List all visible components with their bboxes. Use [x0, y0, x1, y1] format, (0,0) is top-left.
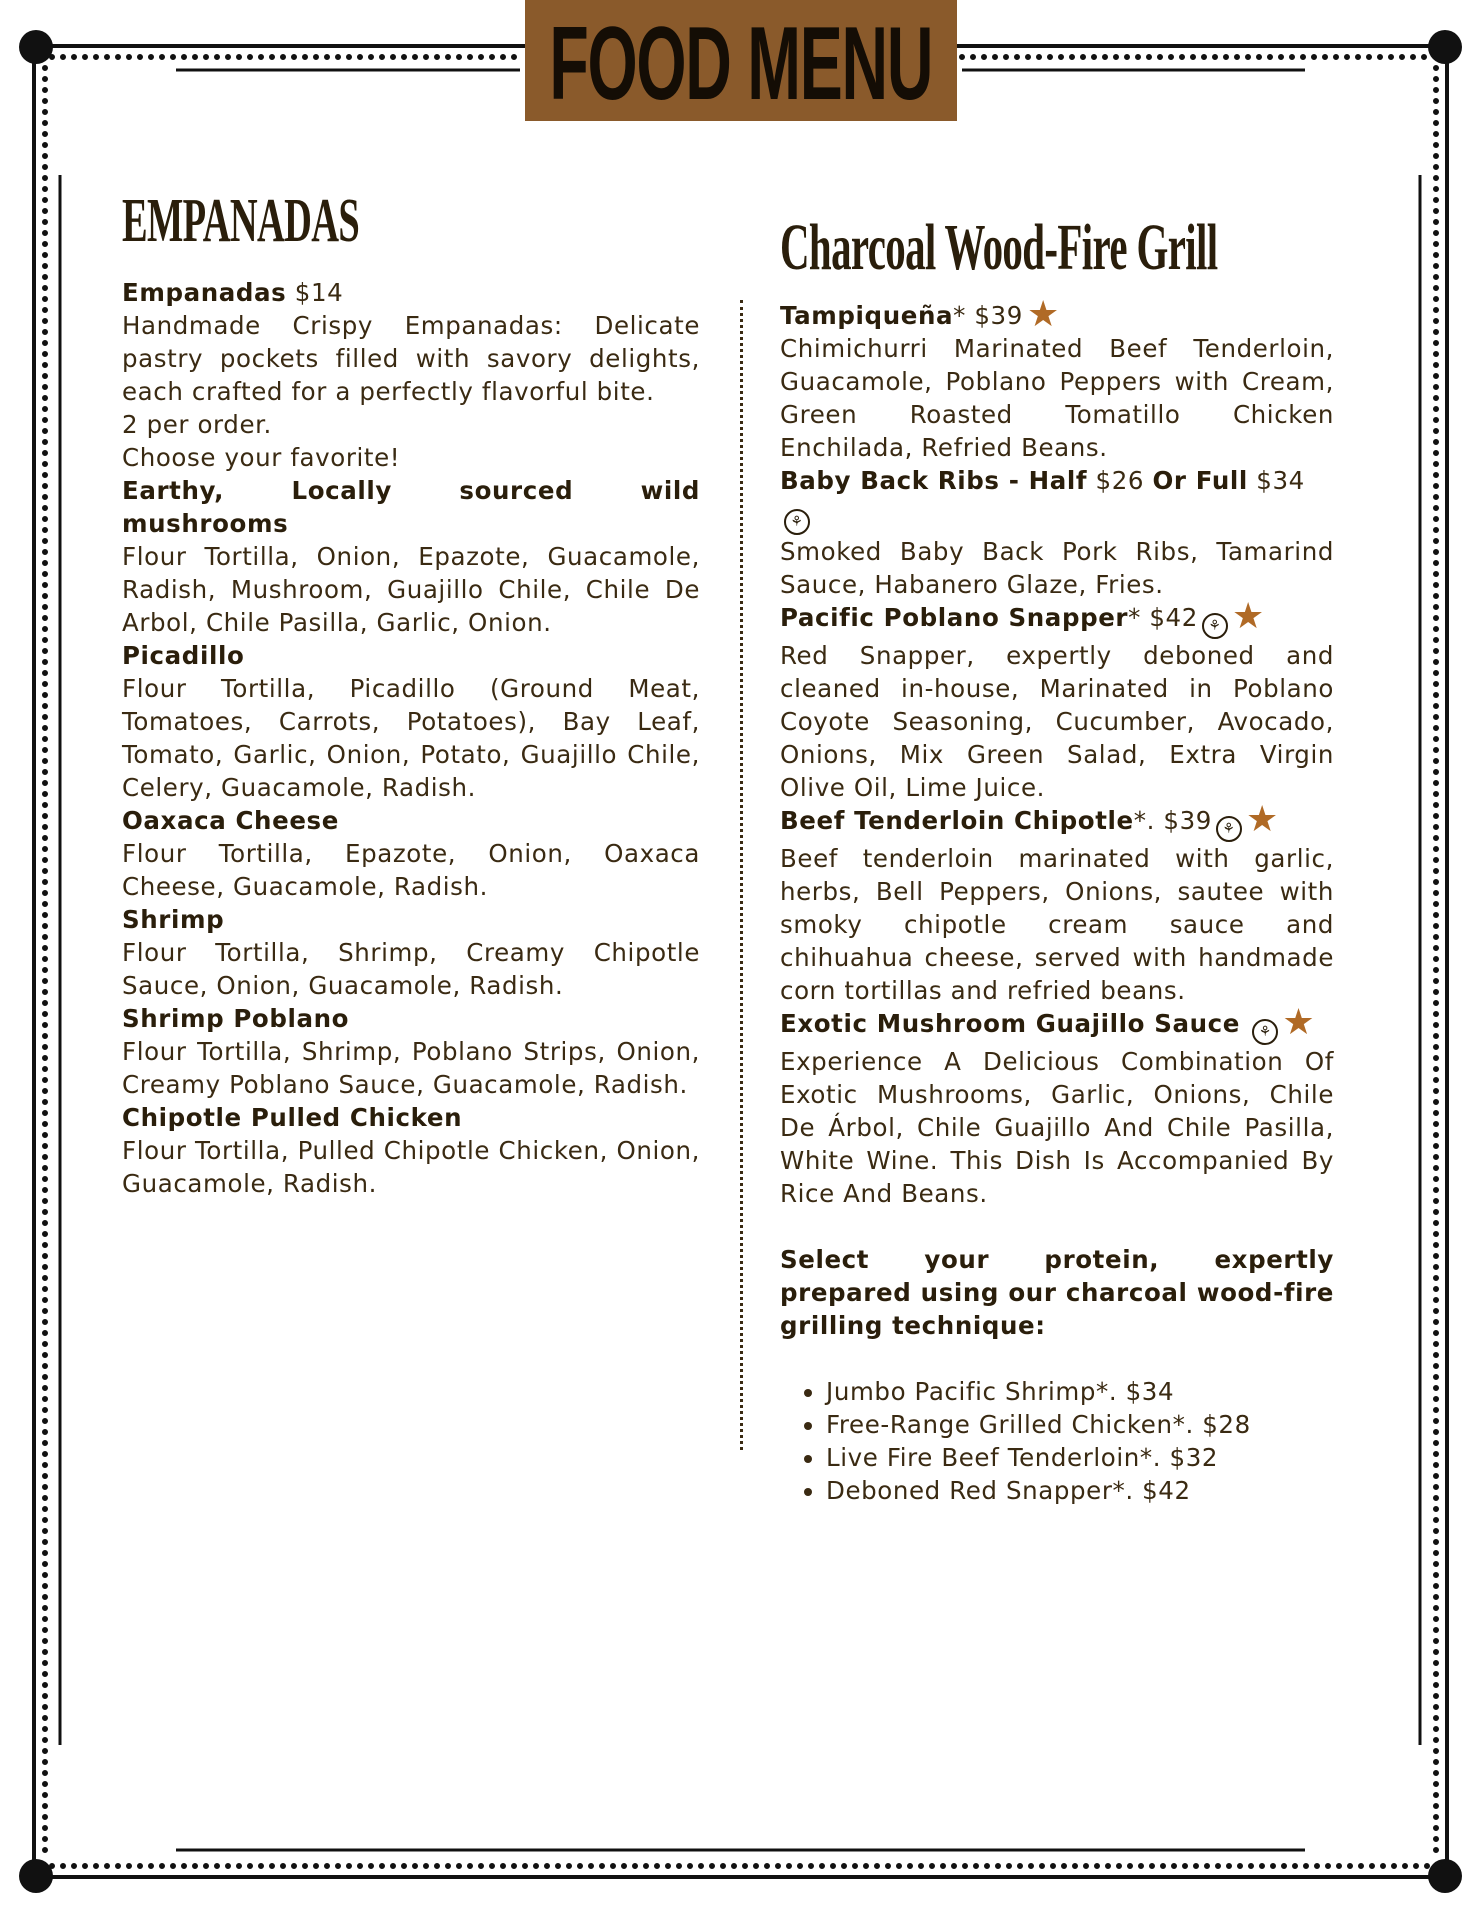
item-price: $14 — [294, 278, 344, 307]
item-name-full: Or Full — [1152, 466, 1248, 495]
item-description: Handmade Crispy Empanadas: Delicate pastry pockets filled with savory delights, each crafted for a perfectly flavorful bite. — [122, 311, 700, 406]
item-description: Flour Tortilla, Shrimp, Poblano Strips, Onion, Creamy Poblano Sauce, Guacamole, Radish. — [122, 1037, 700, 1099]
item-name: Earthy, Locally sourced wild mushrooms — [122, 476, 700, 538]
item-description: Flour Tortilla, Onion, Epazote, Guacamole, Radish, Mushroom, Guajillo Chile, Chile De Arbol, Chile Pasilla, Garlic, Onion. — [122, 542, 700, 637]
empanadas-section — [122, 187, 700, 1200]
item-description: Chimichurri Marinated Beef Tenderloin, Guacamole, Poblano Peppers with Cream, Green Roasted Tomatillo Chicken Enchilada, Refried Beans. — [780, 334, 1334, 462]
column-divider — [740, 300, 743, 1450]
menu-item — [780, 464, 1334, 601]
item-name: Shrimp Poblano — [122, 1004, 350, 1033]
menu-item — [122, 276, 700, 474]
menu-item — [780, 294, 1334, 464]
item-name: Chipotle Pulled Chicken — [122, 1103, 463, 1132]
gluten-free-icon: ⚘ — [1202, 613, 1228, 639]
grill-section — [780, 211, 1334, 1507]
item-note: 2 per order. — [122, 410, 272, 439]
menu-item — [122, 639, 700, 804]
item-name: Oaxaca Cheese — [122, 806, 339, 835]
item-name: Pacific Poblano Snapper — [780, 603, 1129, 632]
page-title: FOOD MENU — [549, 5, 933, 122]
item-name: Shrimp — [122, 905, 225, 934]
star-icon: ★ — [1026, 294, 1060, 335]
item-price: * $42 — [1128, 603, 1198, 632]
item-name: Beef Tenderloin Chipotle — [780, 806, 1134, 835]
gluten-free-icon: ⚘ — [1216, 816, 1242, 842]
item-price-full: $34 — [1256, 466, 1305, 495]
item-description: Experience A Delicious Combination Of Exotic Mushrooms, Garlic, Onions, Chile De Árbol, Chile Guajillo And Chile Pasilla, White Wine. This Dish Is Accompanied By Rice And Beans. — [780, 1047, 1334, 1208]
menu-item — [780, 799, 1334, 1007]
list-item: • Free-Range Grilled Chicken*. $28 — [826, 1408, 1334, 1441]
title-banner — [525, 0, 957, 121]
menu-item — [122, 1002, 700, 1101]
item-price: *. $39 — [1133, 806, 1212, 835]
item-name: Picadillo — [122, 641, 245, 670]
menu-item — [122, 1101, 700, 1200]
star-icon: ★ — [1282, 1002, 1316, 1043]
gluten-free-icon: ⚘ — [784, 509, 810, 535]
menu-item — [122, 474, 700, 639]
menu-item — [780, 596, 1334, 804]
star-icon: ★ — [1245, 799, 1279, 840]
item-price: $26 — [1095, 466, 1145, 495]
list-item: • Live Fire Beef Tenderloin*. $32 — [826, 1441, 1334, 1474]
menu-item — [780, 1002, 1334, 1210]
item-price: * $39 — [953, 301, 1023, 330]
item-description: Beef tenderloin marinated with garlic, herbs, Bell Peppers, Onions, sautee with smoky chipotle cream sauce and chihuahua cheese, served with handmade corn tortillas and refried beans. — [780, 844, 1334, 1005]
item-note: Choose your favorite! — [122, 443, 401, 472]
gluten-free-icon: ⚘ — [1252, 1019, 1278, 1045]
item-name: Tampiqueña — [780, 301, 954, 330]
grill-title: Charcoal Wood-Fire Grill — [780, 211, 1218, 284]
star-icon: ★ — [1231, 596, 1265, 637]
list-item: • Deboned Red Snapper*. $42 — [826, 1474, 1334, 1507]
menu-item — [122, 903, 700, 1002]
item-name: Empanadas — [122, 278, 287, 307]
item-description: Flour Tortilla, Epazote, Onion, Oaxaca Cheese, Guacamole, Radish. — [122, 839, 700, 901]
protein-list — [780, 1375, 1334, 1507]
item-description: Flour Tortilla, Pulled Chipotle Chicken, Onion, Guacamole, Radish. — [122, 1136, 700, 1198]
list-item: • Jumbo Pacific Shrimp*. $34 — [826, 1375, 1334, 1408]
empanadas-title: EMPANADAS — [122, 187, 360, 255]
item-name: Baby Back Ribs - Half — [780, 466, 1088, 495]
item-description: Red Snapper, expertly deboned and cleaned in-house, Marinated in Poblano Coyote Seasoning, Cucumber, Avocado, Onions, Mix Green Salad, Extra Virgin Olive Oil, Lime Juice. — [780, 641, 1334, 802]
item-description: Flour Tortilla, Picadillo (Ground Meat, Tomatoes, Carrots, Potatoes), Bay Leaf, Tomato, Garlic, Onion, Potato, Guajillo Chile, Celery, Guacamole, Radish. — [122, 674, 700, 802]
item-description: Flour Tortilla, Shrimp, Creamy Chipotle Sauce, Onion, Guacamole, Radish. — [122, 938, 700, 1000]
protein-intro: Select your protein, expertly prepared using our charcoal wood-fire grilling technique: — [780, 1245, 1334, 1340]
menu-item — [122, 804, 700, 903]
item-description: Smoked Baby Back Pork Ribs, Tamarind Sauce, Habanero Glaze, Fries. — [780, 537, 1334, 599]
item-name: Exotic Mushroom Guajillo Sauce — [780, 1009, 1240, 1038]
